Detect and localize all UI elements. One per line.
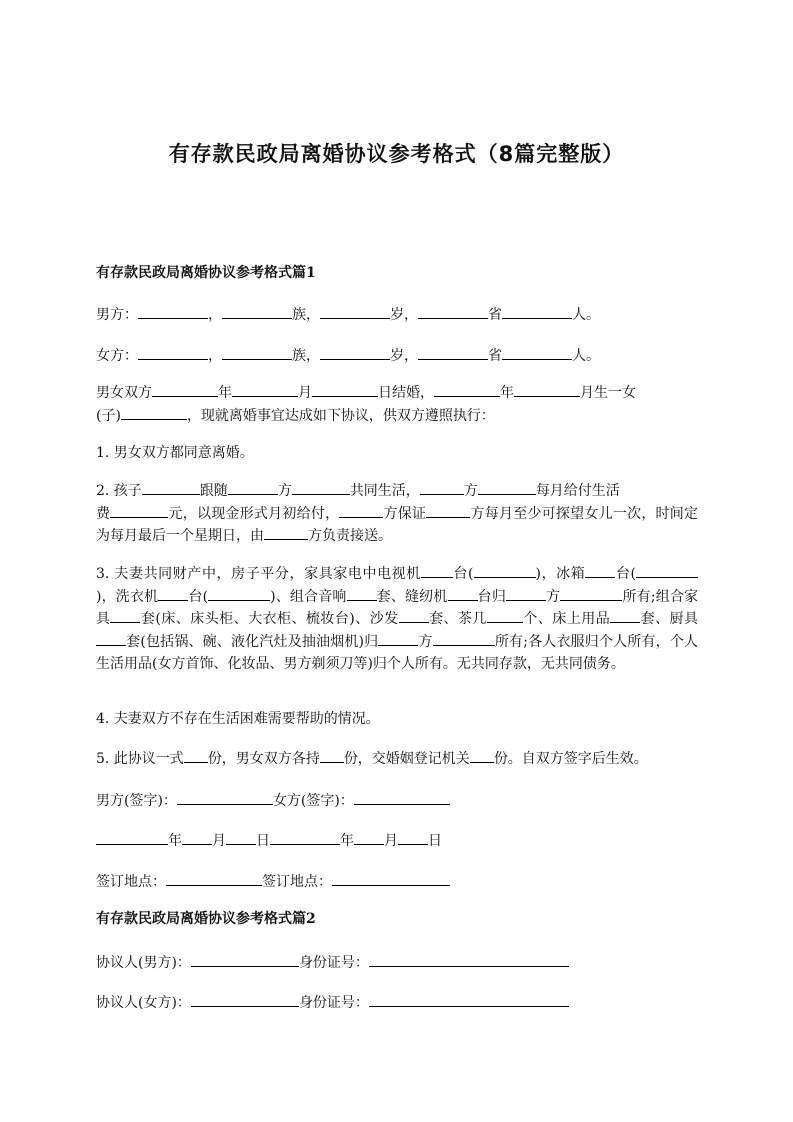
text: 所有;组合家具	[96, 588, 699, 627]
blank-field[interactable]	[470, 748, 494, 763]
text: 费	[96, 505, 111, 522]
comma-text: ，	[208, 348, 222, 364]
blank-field[interactable]	[312, 382, 378, 397]
blank-field[interactable]	[418, 304, 488, 319]
blank-field[interactable]	[96, 830, 168, 845]
blank-field[interactable]	[506, 586, 546, 601]
id-label: 身份证号：	[298, 955, 369, 971]
blank-field[interactable]	[232, 382, 298, 397]
blank-field[interactable]	[191, 992, 299, 1007]
blank-field[interactable]	[354, 830, 384, 845]
ethnicity-text: 族，	[292, 307, 320, 323]
text: 份，男女双方各持	[207, 751, 320, 767]
id-field[interactable]	[369, 952, 569, 967]
text: 方	[463, 483, 478, 499]
text: (子)	[96, 407, 121, 424]
blank-field[interactable]	[292, 480, 350, 495]
text: 方保证	[383, 505, 427, 522]
blank-field[interactable]	[226, 830, 256, 845]
blank-field[interactable]	[191, 952, 299, 967]
blank-field[interactable]	[502, 345, 572, 360]
blank-field[interactable]	[448, 586, 478, 601]
blank-field[interactable]	[166, 871, 262, 886]
female-signature-field[interactable]	[354, 790, 450, 805]
item-3	[96, 563, 698, 676]
blank-field[interactable]	[96, 631, 126, 646]
blank-field[interactable]	[110, 503, 168, 518]
blank-field[interactable]	[347, 586, 377, 601]
female-label: 女方：	[96, 348, 138, 364]
text: 2. 孩子	[96, 483, 142, 499]
province-text: 省	[488, 307, 502, 323]
document-title: 有存款民政局离婚协议参考格式（8篇完整版）	[168, 142, 625, 166]
text: 所有;各人衣服归个人所有，个人生活用品(女方首饰、化妆品、男方剃须刀等)归个人所有。无共同存款，无共同债务。	[96, 633, 698, 672]
person-text: 人。	[572, 348, 600, 364]
id-label: 身份证号：	[298, 995, 369, 1011]
blank-field[interactable]	[560, 586, 622, 601]
male-label: 男方：	[96, 307, 138, 323]
blank-field[interactable]	[222, 345, 292, 360]
item-4: 4. 夫妻双方不存在生活困难需要帮助的情况。	[96, 711, 380, 727]
text: 份，交婚姻登记机关	[343, 751, 470, 767]
blank-field[interactable]	[320, 748, 344, 763]
date-line	[96, 830, 698, 850]
blank-field[interactable]	[270, 830, 340, 845]
female-signature-label: 女方(签字)：	[272, 793, 354, 809]
place-label: 签订地点：	[262, 874, 332, 890]
comma-text: ，	[208, 307, 222, 323]
blank-field[interactable]	[426, 503, 470, 518]
blank-field[interactable]	[514, 382, 580, 397]
party-male-label: 协议人(男方)：	[96, 955, 191, 971]
blank-field[interactable]	[182, 830, 212, 845]
blank-field[interactable]	[158, 586, 188, 601]
blank-field[interactable]	[434, 382, 500, 397]
text: )，洗衣机	[96, 588, 159, 605]
blank-field[interactable]	[222, 304, 292, 319]
male-info-line	[96, 304, 698, 324]
section-1-heading: 有存款民政局离婚协议参考格式篇1	[96, 265, 316, 281]
text: 日	[256, 833, 270, 849]
blank-field[interactable]	[636, 563, 698, 578]
blank-field[interactable]	[610, 608, 640, 623]
text: 个、床上用品	[522, 611, 611, 627]
blank-field[interactable]	[418, 345, 488, 360]
marriage-paragraph	[96, 382, 698, 427]
text: 月	[212, 833, 226, 849]
text: 方负责接送。	[308, 528, 392, 544]
text: ，现就离婚事宜达成如下协议，供双方遵照执行：	[186, 407, 495, 424]
party-female-line	[96, 992, 698, 1012]
blank-field[interactable]	[421, 563, 453, 578]
text: 共同生活，	[349, 483, 420, 499]
place-line	[96, 871, 698, 891]
text: 日结婚，	[378, 385, 434, 401]
text: 月生一女	[580, 385, 636, 401]
blank-field[interactable]	[152, 382, 218, 397]
signature-line	[96, 790, 698, 810]
blank-field[interactable]	[332, 871, 450, 886]
blank-field[interactable]	[142, 480, 200, 495]
item-1: 1. 男女双方都同意离婚。	[96, 445, 254, 461]
text: 3. 夫妻共同财产中，房子平分，家具家电中电视机	[96, 566, 421, 582]
text: 跟随	[199, 483, 228, 499]
blank-field[interactable]	[121, 405, 187, 420]
text: 台(	[188, 588, 209, 605]
text: 元，以现金形式月初给付，	[168, 505, 340, 522]
person-text: 人。	[572, 307, 600, 323]
id-field[interactable]	[369, 992, 569, 1007]
text: 套、厨具	[640, 611, 699, 627]
text: 台(	[452, 566, 474, 582]
blank-field[interactable]	[487, 608, 523, 623]
text: 套(床、床头柜、大衣柜、梳妆台)、沙发	[140, 611, 399, 627]
text: 套、缝纫机	[376, 588, 448, 605]
blank-field[interactable]	[138, 304, 208, 319]
male-signature-field[interactable]	[177, 790, 273, 805]
province-text: 省	[488, 348, 502, 364]
party-female-label: 协议人(女方)：	[96, 995, 191, 1011]
text: 台(	[615, 566, 637, 582]
blank-field[interactable]	[320, 345, 390, 360]
text: 年	[340, 833, 354, 849]
blank-field[interactable]	[138, 345, 208, 360]
age-text: 岁，	[390, 307, 418, 323]
item-2	[96, 480, 698, 548]
blank-field[interactable]	[420, 480, 464, 495]
text: 年	[168, 833, 182, 849]
party-male-line	[96, 952, 698, 972]
blank-field[interactable]	[320, 304, 390, 319]
blank-field[interactable]	[478, 480, 536, 495]
text: 份。自双方签字后生效。	[493, 751, 648, 767]
text: 年	[218, 385, 232, 401]
ethnicity-text: 族，	[292, 348, 320, 364]
blank-field[interactable]	[399, 608, 429, 623]
text: 方	[277, 483, 292, 499]
text: 年	[500, 385, 514, 401]
text: 方	[418, 633, 433, 650]
place-label: 签订地点：	[96, 874, 166, 890]
blank-field[interactable]	[378, 631, 418, 646]
blank-field[interactable]	[208, 586, 270, 601]
text: 方	[546, 588, 561, 605]
section-2-heading: 有存款民政局离婚协议参考格式篇2	[96, 911, 316, 927]
text: 方每月至少可探望女儿一次，时间定为每月最后一个星期日，由	[96, 505, 699, 544]
text: 月	[384, 833, 398, 849]
blank-field[interactable]	[398, 830, 428, 845]
age-text: 岁，	[390, 348, 418, 364]
item-5	[96, 748, 698, 768]
blank-field[interactable]	[502, 304, 572, 319]
blank-field[interactable]	[228, 480, 278, 495]
text: 台归	[477, 588, 506, 605]
blank-field[interactable]	[184, 748, 208, 763]
text: 每月给付生活	[535, 483, 620, 499]
blank-field[interactable]	[474, 563, 536, 578]
text: 5. 此协议一式	[96, 751, 184, 767]
text: )、组合音响	[270, 588, 347, 605]
female-info-line	[96, 345, 698, 365]
blank-field[interactable]	[339, 503, 383, 518]
blank-field[interactable]	[433, 631, 495, 646]
text: 套(包括锅、碗、液化汽灶及抽油烟机)归	[126, 633, 379, 650]
blank-field[interactable]	[585, 563, 615, 578]
text: 男女双方	[96, 385, 152, 401]
male-signature-label: 男方(签字)：	[96, 793, 177, 809]
text: )，冰箱	[535, 566, 586, 582]
blank-field[interactable]	[264, 525, 308, 540]
blank-field[interactable]	[110, 608, 140, 623]
text: 套、茶几	[428, 611, 487, 627]
text: 月	[298, 385, 312, 401]
text: 日	[428, 833, 442, 849]
